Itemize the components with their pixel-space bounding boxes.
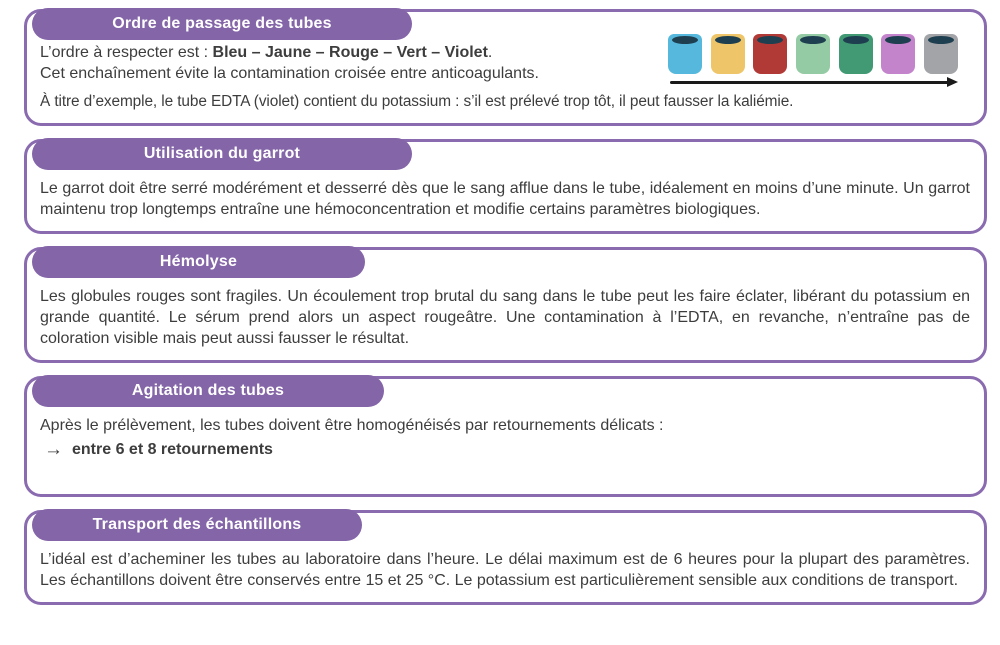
section-title: Agitation des tubes (131, 382, 285, 399)
tube-vert-clair-icon (796, 34, 830, 74)
section-title: Hémolyse (159, 253, 238, 270)
section-title: Utilisation du garrot (143, 145, 301, 162)
body-text: L’ordre à respecter est : Bleu – Jaune – Rouge – Vert – Violet. (40, 44, 493, 61)
body-text: Après le prélèvement, les tubes doivent être homogénéisés par retournements délicats : (40, 417, 664, 434)
section-title-pill (32, 8, 412, 40)
section-title: Ordre de passage des tubes (112, 15, 332, 32)
tube-bleu-icon (668, 34, 702, 74)
body-text: Le garrot doit être serré modérément et desserré dès que le sang afflue dans le tube, idéalement en moins d’une minute. Un garrot maintenu trop longtemps entraîne une hémoconcentration et modifie certains paramètres biologiques. (40, 180, 970, 218)
bullet-arrow-icon: → (44, 438, 63, 460)
bullet-text: entre 6 et 8 retournements (72, 441, 273, 458)
tube-violet-icon (881, 34, 915, 74)
tube-row (668, 34, 958, 74)
tube-vert-icon (839, 34, 873, 74)
section-hemolyse (24, 247, 987, 363)
body-text: Cet enchaînement évite la contamination croisée entre anticoagulants. (40, 65, 539, 82)
section-title-pill (32, 375, 384, 407)
tube-cap (843, 36, 869, 44)
tube-sequence-graphic (668, 34, 958, 89)
tube-jaune-icon (711, 34, 745, 74)
tube-rouge-icon (753, 34, 787, 74)
tube-cap (757, 36, 783, 44)
section-ordre-de-passage (24, 9, 987, 126)
section-transport-des-echantillons (24, 510, 987, 605)
tube-cap (715, 36, 741, 44)
sequence-arrow-icon (668, 77, 958, 89)
body-text: Les globules rouges sont fragiles. Un écoulement trop brutal du sang dans le tube peut les faire éclater, libérant du potassium en grande quantité. Le sérum prend alors un aspect rougeâtre. Une contamination à l’EDTA, en revanche, n’entraîne pas de coloration visible mais peut aussi fausser le résultat. (40, 288, 970, 347)
tube-cap (800, 36, 826, 44)
section-title-pill (32, 509, 362, 541)
retournements-bullet (40, 439, 970, 460)
section-utilisation-du-garrot (24, 139, 987, 234)
section-title-pill (32, 138, 412, 170)
tube-gris-icon (924, 34, 958, 74)
tube-order-sequence: Bleu – Jaune – Rouge – Vert – Violet (212, 44, 488, 61)
tube-cap (928, 36, 954, 44)
section-agitation-des-tubes (24, 376, 987, 497)
tube-cap (885, 36, 911, 44)
section-title: Transport des échantillons (92, 516, 302, 533)
body-text: L’idéal est d’acheminer les tubes au laboratoire dans l’heure. Le délai maximum est de 6 heures pour la plupart des paramètres. Les échantillons doivent être conservés entre 15 et 25 °C. Le potassium est particulièrement sensible aux conditions de transport. (40, 551, 970, 589)
body-text: À titre d’exemple, le tube EDTA (violet) contient du potassium : s’il est prélevé trop tôt, il peut fausser la kaliémie. (40, 93, 794, 110)
tube-cap (672, 36, 698, 44)
section-title-pill (32, 246, 365, 278)
order-content-row (40, 42, 970, 89)
order-text-block (40, 42, 654, 84)
